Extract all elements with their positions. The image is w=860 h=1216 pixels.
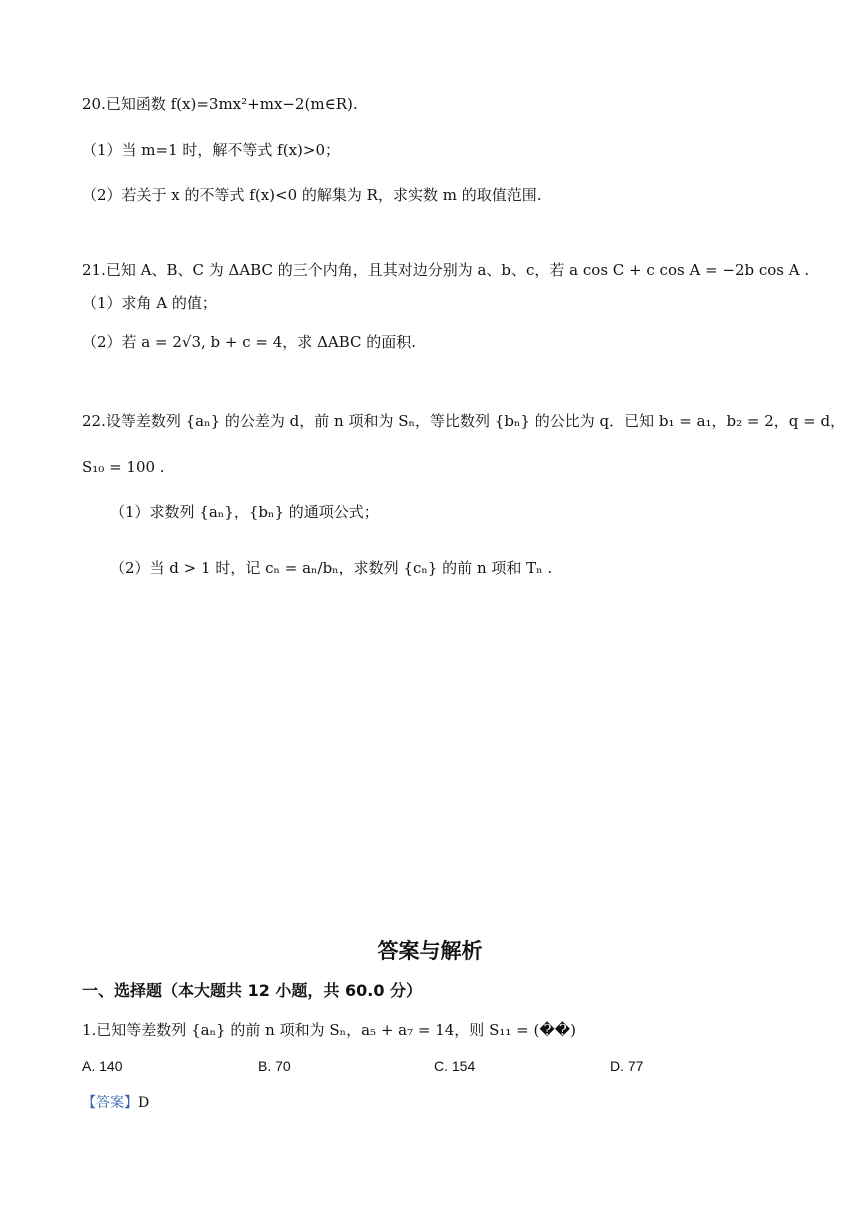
q21-part1: （1）求角 A 的值； [82,294,217,312]
q21-part2: （2）若 a = 2√3, b + c = 4，求 ΔABC 的面积. [82,333,417,351]
q22-part2: （2）当 d > 1 时，记 cₙ = aₙ/bₙ，求数列 {cₙ} 的前 n 项和 Tₙ . [110,559,553,577]
option-c: C. 154 [434,1058,476,1074]
answer-line [82,1092,149,1112]
answer-tag: 【答案】 [82,1095,138,1111]
answer-q1-stem: 1.已知等差数列 {aₙ} 的前 n 项和为 Sₙ，a₅ + a₇ = 14，则 S₁₁ = (��) [82,1021,576,1039]
option-b: B. 70 [258,1058,291,1074]
option-d: D. 77 [610,1058,644,1074]
answers-title: 答案与解析 [377,939,483,963]
q22-stem: 22.设等差数列 {aₙ} 的公差为 d，前 n 项和为 Sₙ，等比数列 {bₙ} 的公比为 q．已知 b₁ = a₁，b₂ = 2，q = d， [82,412,846,430]
q21-stem: 21.已知 A、B、C 为 ΔABC 的三个内角，且其对边分别为 a、b、c，若 a cos C + c cos A = −2b cos A . [82,261,810,279]
q20-stem: 20.已知函数 f(x)=3mx²+mx−2(m∈R). [82,95,358,113]
q22-part1: （1）求数列 {aₙ}，{bₙ} 的通项公式； [110,503,379,521]
q20-part2: （2）若关于 x 的不等式 f(x)<0 的解集为 R，求实数 m 的取值范围. [82,186,542,204]
answer-value: D [138,1095,150,1111]
section-heading: 一、选择题（本大题共 12 小题，共 60.0 分） [82,981,423,1000]
option-a: A. 140 [82,1058,123,1074]
q20-part1: （1）当 m=1 时，解不等式 f(x)>0； [82,141,341,159]
q22-condition: S₁₀ = 100 . [82,458,165,476]
